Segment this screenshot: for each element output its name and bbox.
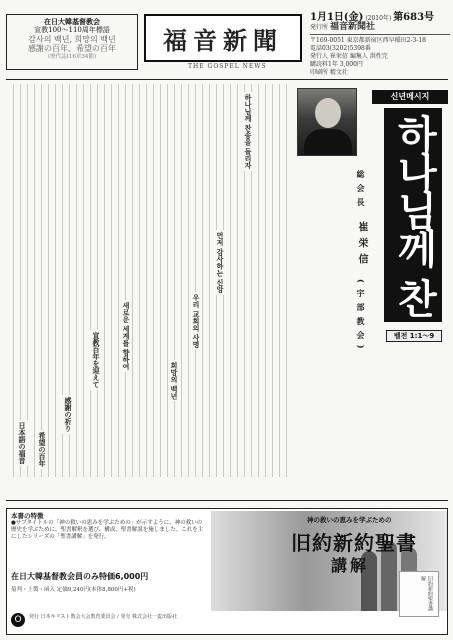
ad-rule: [6, 500, 448, 501]
book-title: 旧約新約聖書: [291, 531, 417, 555]
subhead-8: 希望の百年: [38, 432, 47, 467]
subhead-4: 희망의 백년: [170, 362, 179, 400]
publisher-logo-icon: O: [11, 613, 25, 627]
scripture-reference: 벨전 1:1〜9: [386, 330, 442, 342]
ad-features: [11, 513, 207, 541]
publisher-phone: 電話03(3202)5398番: [310, 45, 371, 52]
masthead-title: 福音新聞: [163, 25, 283, 55]
new-year-message-badge: 신년메시지: [372, 90, 448, 104]
header-rule: [6, 79, 448, 80]
subhead-9: 日本語の福音: [18, 422, 27, 464]
issue-date: 1月1日(金): [310, 12, 364, 23]
book-subtitle: 講解: [331, 556, 370, 575]
subhead-7: 感謝の祈り: [64, 397, 73, 432]
publisher-label: 発行所: [310, 24, 329, 31]
subhead-1: 하나님께 찬송을 돌리자: [244, 94, 253, 169]
feature-headline: 하나님께 찬: [384, 108, 442, 322]
subhead-3: 우리 교회의 사명: [192, 294, 201, 348]
issue-year: (2010年): [365, 15, 392, 22]
byline-role: 総会長: [356, 170, 366, 212]
subhead-5: 새로운 세계를 향하여: [122, 302, 131, 370]
subhead-2: 먼저 감사하는 신앙: [216, 232, 225, 293]
masthead: [144, 14, 302, 62]
subhead-6: 宣教百年を迎えて: [92, 332, 101, 388]
ad-features-title: 本書の特徴: [11, 512, 44, 520]
publisher-address: 〒169-0051 東京都新宿区西早稲田2-3-18: [310, 37, 426, 44]
publisher-staff: 発行人 崔栄信 編集人 洪性完: [310, 53, 388, 60]
motto-reference: (歴代誌Ⅰ16章34節): [48, 54, 96, 60]
book-spec: 菊判・上製・函入 定価9,240円(本体8,800円+税): [11, 587, 136, 593]
author-face: [315, 98, 341, 128]
motto-church: 在日大韓基督教会: [44, 17, 100, 26]
motto-anniversary: 宣教100〜110周年標語: [34, 26, 110, 34]
book-cover: 旧約新約聖書講解: [399, 571, 439, 617]
issue-info: [310, 14, 450, 76]
author-suit: [304, 129, 352, 156]
ad-publisher: 発行 日本キリスト教会大会教育委員会 / 発売 株式会社一麦出版社: [29, 614, 177, 620]
member-price-offer: 在日大韓基督教会員のみ特価6,000円: [11, 572, 149, 581]
byline-church: (宇部教会): [356, 278, 366, 355]
author-photo: [297, 88, 357, 156]
ad-features-text: ●サブタイトルの「神の救いの恵みを学ぶための」が示すように、神の救いの歴史を学ぶために、聖書解釈を選び、構成、聖書解説を施しました。これを主にしたシリーズの「聖書講解」を発行。: [11, 520, 204, 540]
byline: [354, 170, 369, 355]
publisher-name: 福音新聞社: [329, 22, 375, 32]
book-advertisement: [6, 508, 448, 635]
issue-number: 第683号: [393, 12, 435, 23]
ad-kicker: 神の救いの恵みを学ぶための: [307, 516, 392, 524]
printer: 印刷所 精文社: [310, 69, 348, 76]
subscription-price: 購読料1年 3,000円: [310, 61, 363, 68]
motto-korean: 감사의 백년, 희망의 백년: [28, 35, 116, 44]
byline-name: 崔栄信: [356, 221, 367, 270]
motto-box: [6, 14, 138, 70]
motto-japanese: 感謝の百年、希望の百年: [28, 44, 116, 53]
masthead-subtitle: THE GOSPEL NEWS: [188, 63, 267, 70]
